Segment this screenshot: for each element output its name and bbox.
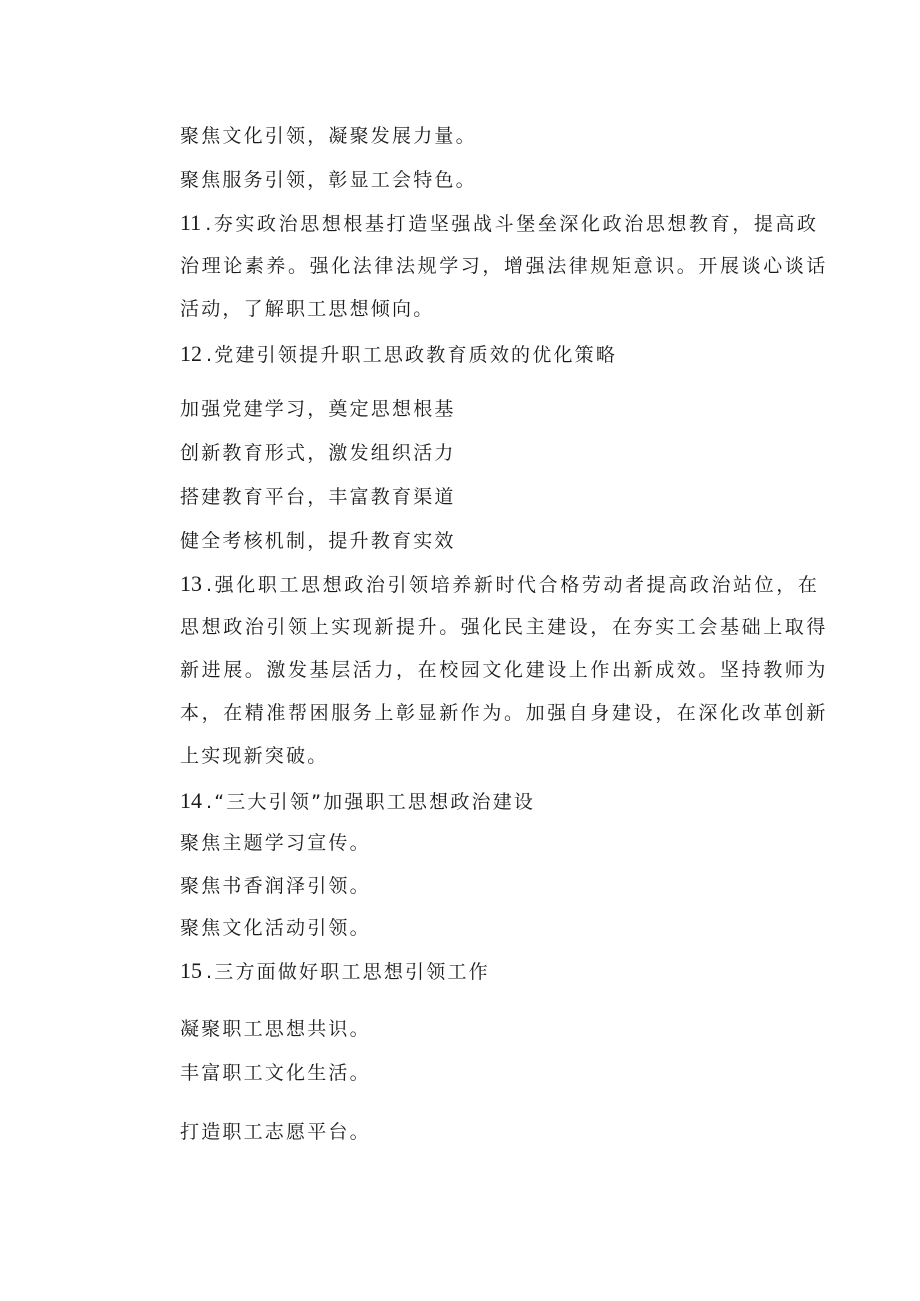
section-12-heading xyxy=(180,343,617,365)
text-line: 加强党建学习，奠定思想根基 xyxy=(180,398,456,420)
section-text: .党建引领提升职工思政教育质效的优化策略 xyxy=(206,344,618,366)
text-line: 聚焦主题学习宣传。 xyxy=(180,832,371,854)
text-line: 本，在精准帮困服务上彰显新作为。加强自身建设，在深化改革创新 xyxy=(180,702,829,724)
section-14-heading xyxy=(180,790,535,812)
section-text: .三方面做好职工思想引领工作 xyxy=(206,961,490,983)
section-number: 12 xyxy=(180,341,202,366)
section-text: .强化职工思想政治引领培养新时代合格劳动者提高政治站位，在 xyxy=(206,574,820,596)
section-text: .夯实政治思想根基打造坚强战斗堡垒深化政治思想教育，提高政 xyxy=(205,213,819,235)
text-line: 健全考核机制，提升教育实效 xyxy=(180,530,456,552)
section-number: 11 xyxy=(180,210,202,235)
text-line: 聚焦文化引领，凝聚发展力量。 xyxy=(180,125,477,147)
text-line: 聚焦书香润泽引领。 xyxy=(180,875,371,897)
text-line: 聚焦文化活动引领。 xyxy=(180,917,371,939)
text-line: 搭建教育平台，丰富教育渠道 xyxy=(180,486,456,508)
text-line: 新进展。激发基层活力，在校园文化建设上作出新成效。坚持教师为 xyxy=(180,659,829,681)
section-11-heading xyxy=(180,212,819,234)
section-text: .“三大引领”加强职工思想政治建设 xyxy=(206,791,536,813)
text-line: 治理论素养。强化法律法规学习，增强法律规矩意识。开展谈心谈话 xyxy=(180,255,829,277)
text-line: 凝聚职工思想共识。 xyxy=(180,1018,371,1040)
section-number: 13 xyxy=(180,571,202,596)
text-line: 打造职工志愿平台。 xyxy=(180,1121,371,1143)
section-number: 15 xyxy=(180,958,202,983)
text-line: 丰富职工文化生活。 xyxy=(180,1062,371,1084)
section-number: 14 xyxy=(180,788,202,813)
text-line: 创新教育形式，激发组织活力 xyxy=(180,442,456,464)
text-line: 聚焦服务引领，彰显工会特色。 xyxy=(180,169,477,191)
section-15-heading xyxy=(180,960,490,982)
section-13-heading xyxy=(180,573,819,595)
text-line: 活动，了解职工思想倾向。 xyxy=(180,298,435,320)
text-line: 上实现新突破。 xyxy=(180,745,329,767)
text-line: 思想政治引领上实现新提升。强化民主建设，在夯实工会基础上取得 xyxy=(180,616,829,638)
